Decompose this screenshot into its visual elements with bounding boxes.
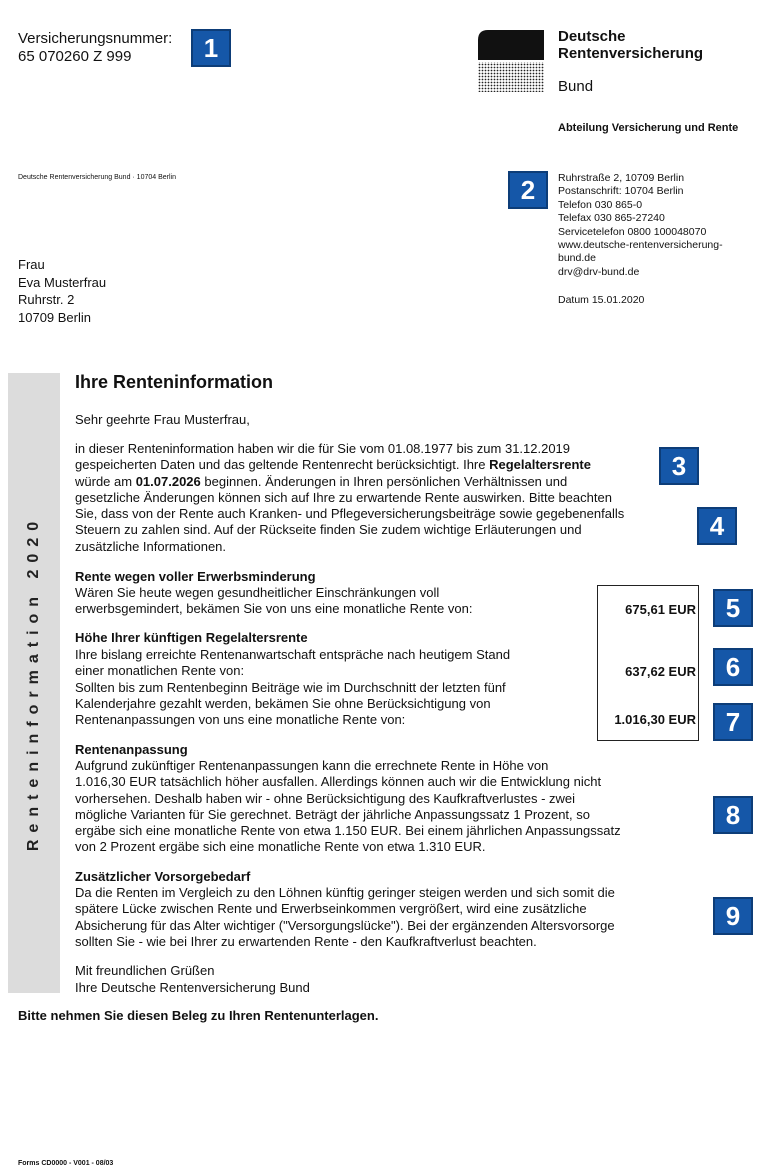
contact-block xyxy=(558,172,758,279)
text-line: sollten Sie - wie bei Ihrer zu erwartenden Rente - den Kaufkraftverlust beachten. xyxy=(75,933,537,949)
recipient-city: 10709 Berlin xyxy=(18,309,91,325)
contact-fax: Telefax 030 865-27240 xyxy=(558,212,665,225)
contact-phone: Telefon 030 865-0 xyxy=(558,198,643,211)
section-text-old-age-pension xyxy=(75,647,655,728)
section-heading-additional-provision: Zusätzlicher Vorsorgebedarf xyxy=(75,869,251,884)
closing-signature: Ihre Deutsche Rentenversicherung Bund xyxy=(75,979,310,995)
contact-website-part1: www.deutsche-rentenversicherung- xyxy=(558,239,723,252)
letter-date: Datum 15.01.2020 xyxy=(558,294,645,306)
contact-website-part2: bund.de xyxy=(558,252,596,265)
recipient-name: Eva Musterfrau xyxy=(18,274,107,290)
sender-line: Deutsche Rentenversicherung Bund · 10704 Berlin xyxy=(18,174,176,181)
text-line: Absicherung für das Alter wichtiger ("Versorgungslücke"). Bei der ergänzenden Altersvorsorge xyxy=(75,917,615,933)
side-label: Renteninformation 2020 xyxy=(25,514,43,852)
marker-9: 9 xyxy=(713,897,753,935)
intro-text: beginnen. Änderungen in Ihren persönlichen Verhältnissen und xyxy=(200,473,568,489)
section-heading-disability: Rente wegen voller Erwerbsminderung xyxy=(75,569,316,584)
text-line: ergäbe sich eine monatliche Rente von etwa 1.150 EUR. Bei einem jährlichen Anpassungssatz xyxy=(75,823,621,839)
closing-greeting: Mit freundlichen Grüßen xyxy=(75,963,215,978)
side-label-container xyxy=(8,373,60,993)
text-line: Aufgrund zukünftiger Rentenanpassungen kann die errechnete Rente in Höhe von xyxy=(75,758,549,773)
text-line: einer monatlichen Rente von: xyxy=(75,663,245,679)
intro-line: in dieser Renteninformation haben wir die für Sie vom 01.08.1977 bis zum 31.12.2019 xyxy=(75,441,571,456)
logo-text-line3: Bund xyxy=(558,78,594,95)
text-line: Rentenanpassungen von uns eine monatliche Rente von: xyxy=(75,712,406,728)
intro-line: zusätzliche Informationen. xyxy=(75,538,227,554)
intro-bold: 01.07.2026 xyxy=(135,473,201,489)
contact-postal: Postanschrift: 10704 Berlin xyxy=(558,185,684,198)
text-line: Sollten bis zum Rentenbeginn Beiträge wie im Durchschnitt der letzten fünf xyxy=(75,679,506,695)
intro-paragraph xyxy=(75,441,655,555)
intro-line: Steuern zu zahlen sind. Auf der Rückseite finden Sie zudem wichtige Erläuterungen und xyxy=(75,522,582,538)
text-line: Da die Renten im Vergleich zu den Löhnen künftig geringer steigen werden und sich somit die xyxy=(75,885,615,900)
logo-text-line2: Rentenversicherung xyxy=(558,45,704,62)
insurance-number: 65 070260 Z 999 xyxy=(18,48,132,65)
recipient-salutation: Frau xyxy=(18,257,45,272)
text-line: spätere Lücke zwischen Rente und Erwerbseinkommen vergrößert, wird eine zusätzliche xyxy=(75,901,587,917)
closing xyxy=(75,963,310,996)
marker-1: 1 xyxy=(191,29,231,67)
text-line: Kalenderjahre gezahlt werden, bekämen Sie ohne Berücksichtigung von xyxy=(75,695,491,711)
amount-current-pension: 637,62 EUR xyxy=(625,664,696,679)
marker-4: 4 xyxy=(697,507,737,545)
contact-address: Ruhrstraße 2, 10709 Berlin xyxy=(558,172,685,184)
intro-line xyxy=(75,457,655,473)
section-text-additional-provision xyxy=(75,885,695,950)
text-line: Ihre bislang erreichte Rentenanwartschaft entspräche nach heutigem Stand xyxy=(75,647,511,662)
intro-line xyxy=(75,474,655,490)
text-line: mögliche Varianten für Sie gerechnet. Beträgt der jährliche Anpassungssatz 1 Prozent, so xyxy=(75,806,590,822)
page-title: Ihre Renteninformation xyxy=(75,372,274,392)
marker-8: 8 xyxy=(713,796,753,834)
marker-3: 3 xyxy=(659,447,699,485)
recipient-street: Ruhrstr. 2 xyxy=(18,292,75,307)
marker-5: 5 xyxy=(713,589,753,627)
intro-line: gesetzliche Änderungen können sich auf Ihre zu erwartende Rente auswirken. Bitte beachten xyxy=(75,489,612,505)
text-line: 1.016,30 EUR tatsächlich höher ausfallen. Allerdings können auch wir die Entwicklung nicht xyxy=(75,774,602,790)
greeting: Sehr geehrte Frau Musterfrau, xyxy=(75,412,250,427)
text-line: vorhersehen. Deshalb haben wir - ohne Berücksichtigung des Kaufkraftverlustes - zwei xyxy=(75,790,576,806)
drv-logo-icon xyxy=(478,30,544,92)
recipient-address xyxy=(18,256,106,326)
contact-service-phone: Servicetelefon 0800 100048070 xyxy=(558,225,707,238)
logo-text-line1: Deutsche xyxy=(558,28,626,45)
marker-7: 7 xyxy=(713,703,753,741)
text-line: erwerbsgemindert, bekämen Sie von uns eine monatliche Rente von: xyxy=(75,601,473,617)
marker-2: 2 xyxy=(508,171,548,209)
amount-projected-pension: 1.016,30 EUR xyxy=(614,712,696,727)
intro-text: würde am xyxy=(75,473,136,489)
text-line: von 2 Prozent ergäbe sich eine monatliche Rente von etwa 1.310 EUR. xyxy=(75,839,486,855)
insurance-number-label: Versicherungsnummer: xyxy=(18,30,173,47)
section-text-adjustment xyxy=(75,758,695,856)
amount-disability-pension: 675,61 EUR xyxy=(625,602,696,617)
form-footer: Forms CD0000 - V001 - 08/03 xyxy=(18,1160,114,1167)
section-heading-adjustment: Rentenanpassung xyxy=(75,742,188,757)
section-heading-old-age-pension: Höhe Ihrer künftigen Regelaltersrente xyxy=(75,630,308,645)
marker-6: 6 xyxy=(713,648,753,686)
section-text-disability xyxy=(75,585,655,618)
intro-text: gespeicherten Daten und das geltende Rentenrecht berücksichtigt. Ihre xyxy=(75,457,490,473)
intro-line: Sie, dass von der Rente auch Kranken- und Pflegeversicherungsbeiträge sowie gegebenenfalls xyxy=(75,506,625,522)
intro-bold: Regelaltersrente xyxy=(489,457,591,473)
text-line: Wären Sie heute wegen gesundheitlicher Einschränkungen voll xyxy=(75,585,440,600)
department: Abteilung Versicherung und Rente xyxy=(558,122,739,134)
contact-email: drv@drv-bund.de xyxy=(558,265,640,278)
bottom-note: Bitte nehmen Sie diesen Beleg zu Ihren Rentenunterlagen. xyxy=(18,1008,379,1023)
